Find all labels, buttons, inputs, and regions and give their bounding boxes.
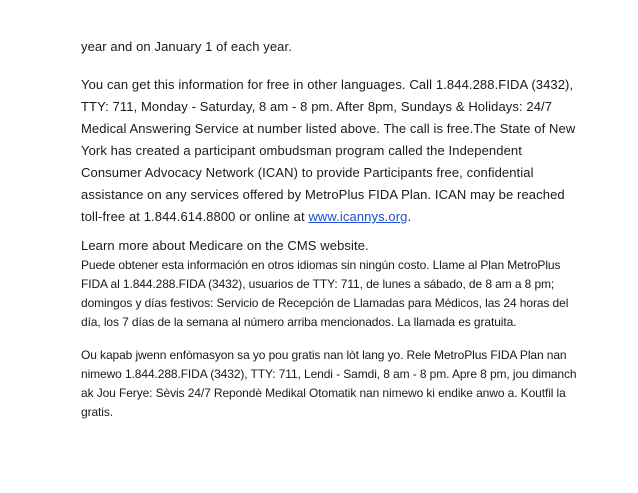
link-trailing-period: . (407, 209, 412, 224)
paragraph-cms-website: Learn more about Medicare on the CMS website. (81, 238, 369, 253)
paragraph-spanish-notice: Puede obtener esta información en otros idiomas sin ningún costo. Llame al Plan MetroPlus FIDA al 1.844.288.FIDA (3432), usuarios de TTY: 711, de lunes a sábado, de 8 am a 8 pm; domingos y días festivos: Servicio de Recepción de Llamadas para Médicos, las 24 horas del día, los 7 días de la semana al número arriba mencionados. La llamada es gratuita. (81, 258, 569, 329)
paragraph-creole-notice: Ou kapab jwenn enfòmasyon sa yo pou gratis nan lòt lang yo. Rele MetroPlus FIDA Plan nan nimewo 1.844.288.FIDA (3432), TTY: 711, Lendi - Samdi, 8 am - 8 pm. Apre 8 pm, jou dimanch ak Jou Ferye: Sèvis 24/7 Repondè Medikal Otomatik nan nimewo ki endike anwo a. Koutfil la gratis. (81, 348, 577, 419)
icannys-link[interactable]: www.icannys.org (308, 209, 408, 224)
paragraph-language-assistance (81, 74, 581, 228)
language-assistance-text: You can get this information for free in other languages. Call 1.844.288.FIDA (3432), TTY: 711, Monday - Saturday, 8 am - 8 pm. After 8pm, Sundays & Holidays: 24/7 Medical Answering Service at number listed above. The call is free.The State of New York has created a participant ombudsman program called the Independent Consumer Advocacy Network (ICAN) to provide Participants free, confidential assistance on any services offered by MetroPlus FIDA Plan. ICAN may be reached toll-free at 1.844.614.8800 or online at (81, 77, 576, 224)
paragraph-date-note: year and on January 1 of each year. (81, 39, 292, 54)
document-page (81, 36, 581, 422)
